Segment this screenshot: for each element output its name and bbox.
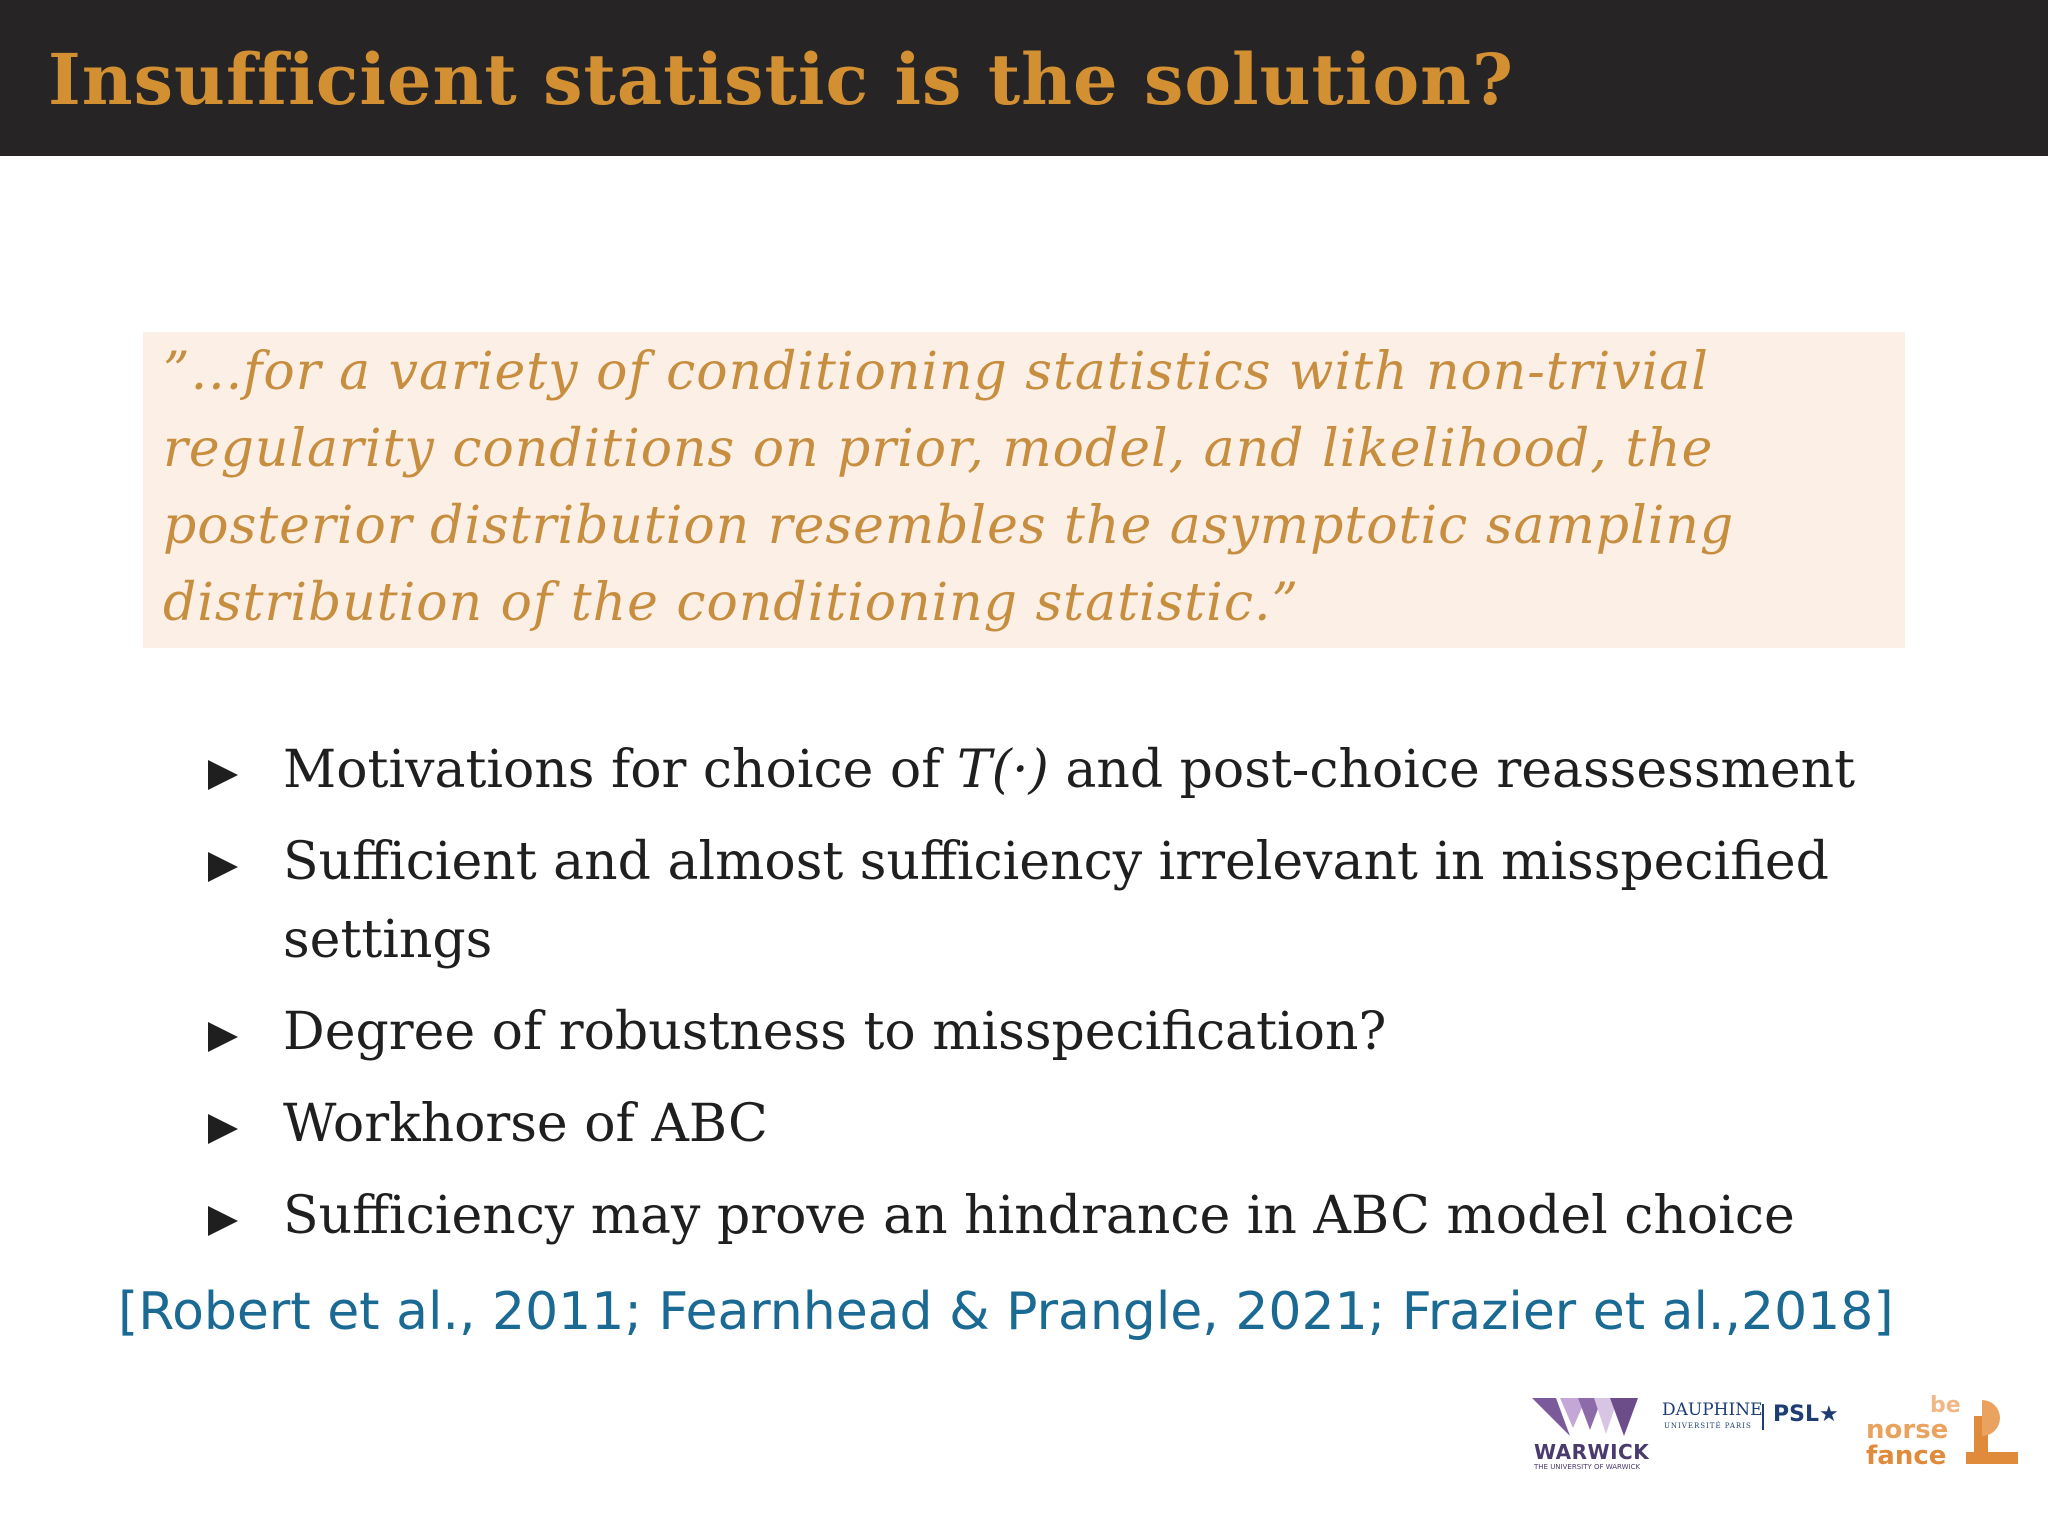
warwick-logo-text: WARWICK: [1534, 1440, 1650, 1464]
bayes-logo-word: be: [1930, 1393, 1961, 1418]
bayes-logo-word: norse: [1866, 1415, 1949, 1445]
bayes-logo: [1862, 1390, 2022, 1470]
bayes-logo-word: fance: [1866, 1441, 1947, 1470]
bullet-triangle-icon: [208, 1022, 238, 1052]
dauphine-logo-subtext: UNIVERSITÉ PARIS: [1664, 1422, 1752, 1430]
bullet-triangle-icon: [208, 852, 238, 882]
bullet-item-text: Motivations for choice of: [283, 740, 957, 800]
bullet-triangle-icon: [208, 760, 238, 790]
title-bar: [0, 0, 2048, 156]
bullet-item-continuation: settings: [283, 910, 493, 970]
bullet-triangle-icon: [208, 1206, 238, 1236]
quote-line: ”...for a variety of conditioning statistics with non-trivial: [163, 342, 1709, 402]
quote-block: [143, 332, 1905, 648]
bullet-triangle-icon: [208, 1114, 238, 1144]
quote-line: regularity conditions on prior, model, and likelihood, the: [163, 419, 1714, 479]
slide-title: Insufficient statistic is the solution?: [48, 38, 1515, 121]
dauphine-logo-text: DAUPHINE: [1662, 1400, 1763, 1420]
math-expression: T(·): [957, 740, 1049, 800]
logo-divider: [1762, 1404, 1764, 1430]
warwick-logo-subtext: THE UNIVERSITY OF WARWICK: [1534, 1463, 1641, 1471]
quote-line: posterior distribution resembles the asymptotic sampling: [163, 496, 1735, 556]
bullet-item-text: and post-choice reassessment: [1048, 740, 1855, 800]
bullet-item: [283, 740, 1855, 800]
bullet-item: Sufficiency may prove an hindrance in ABC model choice: [283, 1186, 1795, 1246]
bullet-item: Degree of robustness to misspecification?: [283, 1002, 1387, 1062]
bullet-item: Workhorse of ABC: [283, 1094, 768, 1154]
citation: [Robert et al., 2011; Fearnhead & Prangle, 2021; Frazier et al.,2018]: [118, 1282, 1894, 1342]
bullet-item: Sufficient and almost sufficiency irrelevant in misspecified: [283, 832, 1829, 892]
quote-line: distribution of the conditioning statistic.”: [163, 573, 1300, 633]
psl-logo-text: PSL★: [1773, 1402, 1839, 1427]
